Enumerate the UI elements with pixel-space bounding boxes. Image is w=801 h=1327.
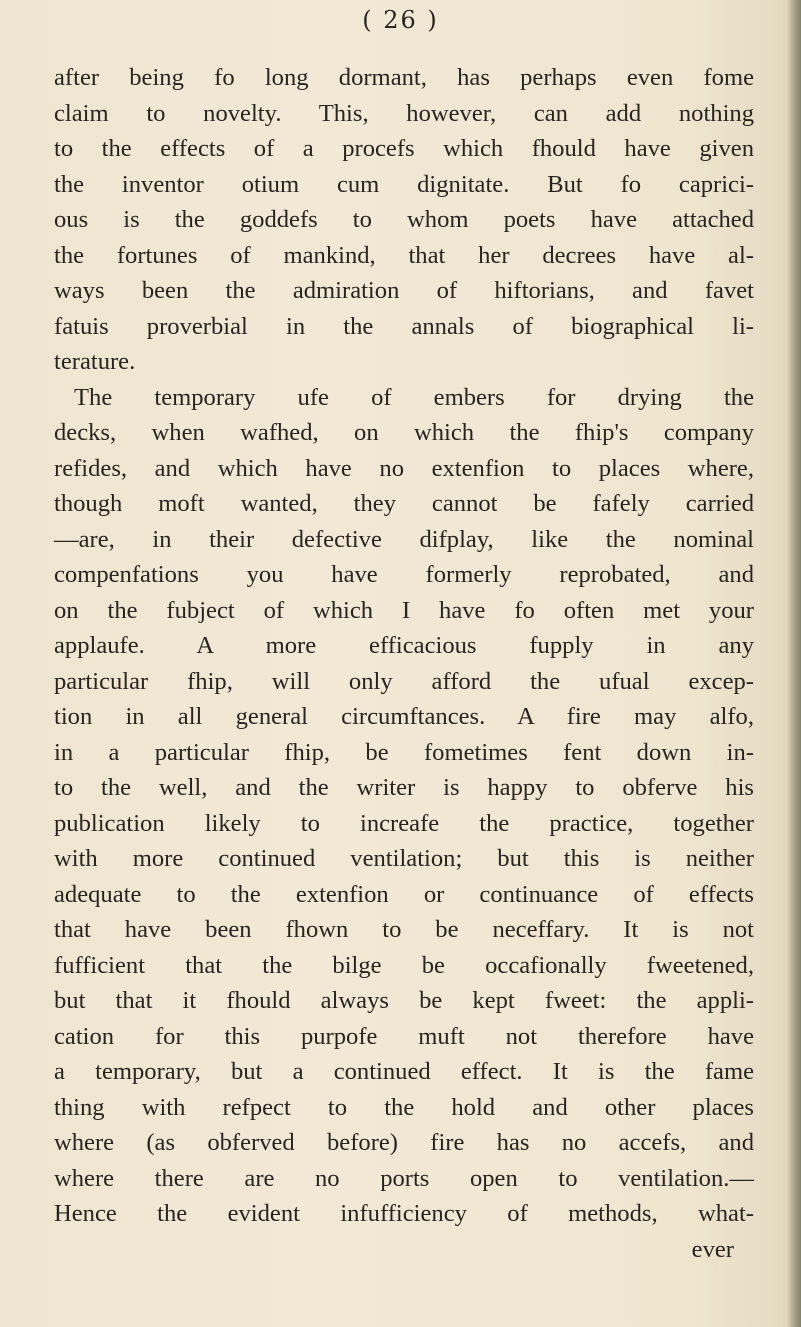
text-line: with more continued ventilation; but this is neither [54,845,754,872]
text-line: cation for this purpofe muft not therefore have [54,1022,754,1050]
text-line: in a particular fhip, be fometimes fent down in- [54,738,754,766]
page-edge-shadow [787,0,801,1327]
text-line: that have been fhown to be neceffary. It is not [54,916,754,943]
text-line: compenfations you have formerly reprobated, and [54,561,754,588]
text-line: claim to novelty. This, however, can add nothing [54,99,754,127]
text-line: Hence the evident infufficiency of methods, what- [54,1200,754,1227]
text-line: to the well, and the writer is happy to obferve his [54,774,754,801]
body-text [54,60,754,1267]
text-line: the inventor otium cum dignitate. But fo caprici- [54,170,754,198]
text-line: to the effects of a procefs which fhould have given [54,135,754,162]
text-line: —are, in their defective difplay, like the nominal [54,525,754,553]
text-line: the fortunes of mankind, that her decrees have al- [54,241,754,269]
text-line: fatuis proverbial in the annals of biographical li- [54,312,754,340]
text-line: decks, when wafhed, on which the fhip's company [54,419,754,446]
text-line: applaufe. A more efficacious fupply in any [54,632,754,659]
page-number: ( 26 ) [362,6,439,34]
text-line: tion in all general circumftances. A fire may alfo, [54,703,754,730]
text-line: a temporary, but a continued effect. It is the fame [54,1058,754,1085]
paragraph-start-line: The temporary ufe of embers for drying the [74,383,754,411]
text-line: adequate to the extenfion or continuance of effects [54,880,754,908]
text-line: where (as obferved before) fire has no accefs, and [54,1129,754,1156]
text-line: particular fhip, will only afford the ufual excep- [54,667,754,695]
text-line: ous is the goddefs to whom poets have attached [54,206,754,233]
text-line: on the fubject of which I have fo often met your [54,596,754,624]
text-line: where there are no ports open to ventilation.— [54,1164,754,1192]
text-line: terature. [54,348,136,375]
text-line: thing with refpect to the hold and other places [54,1093,754,1121]
text-line: publication likely to increafe the practice, together [54,809,754,837]
catchword: ever [691,1235,734,1263]
text-line: refides, and which have no extenfion to places where, [54,454,754,482]
text-line: after being fo long dormant, has perhaps even fome [54,64,754,91]
text-line: but that it fhould always be kept fweet: the appli- [54,987,754,1014]
text-line: fufficient that the bilge be occafionally fweetened, [54,951,754,979]
text-line: though moft wanted, they cannot be fafely carried [54,490,754,517]
text-line: ways been the admiration of hiftorians, and favet [54,277,754,304]
